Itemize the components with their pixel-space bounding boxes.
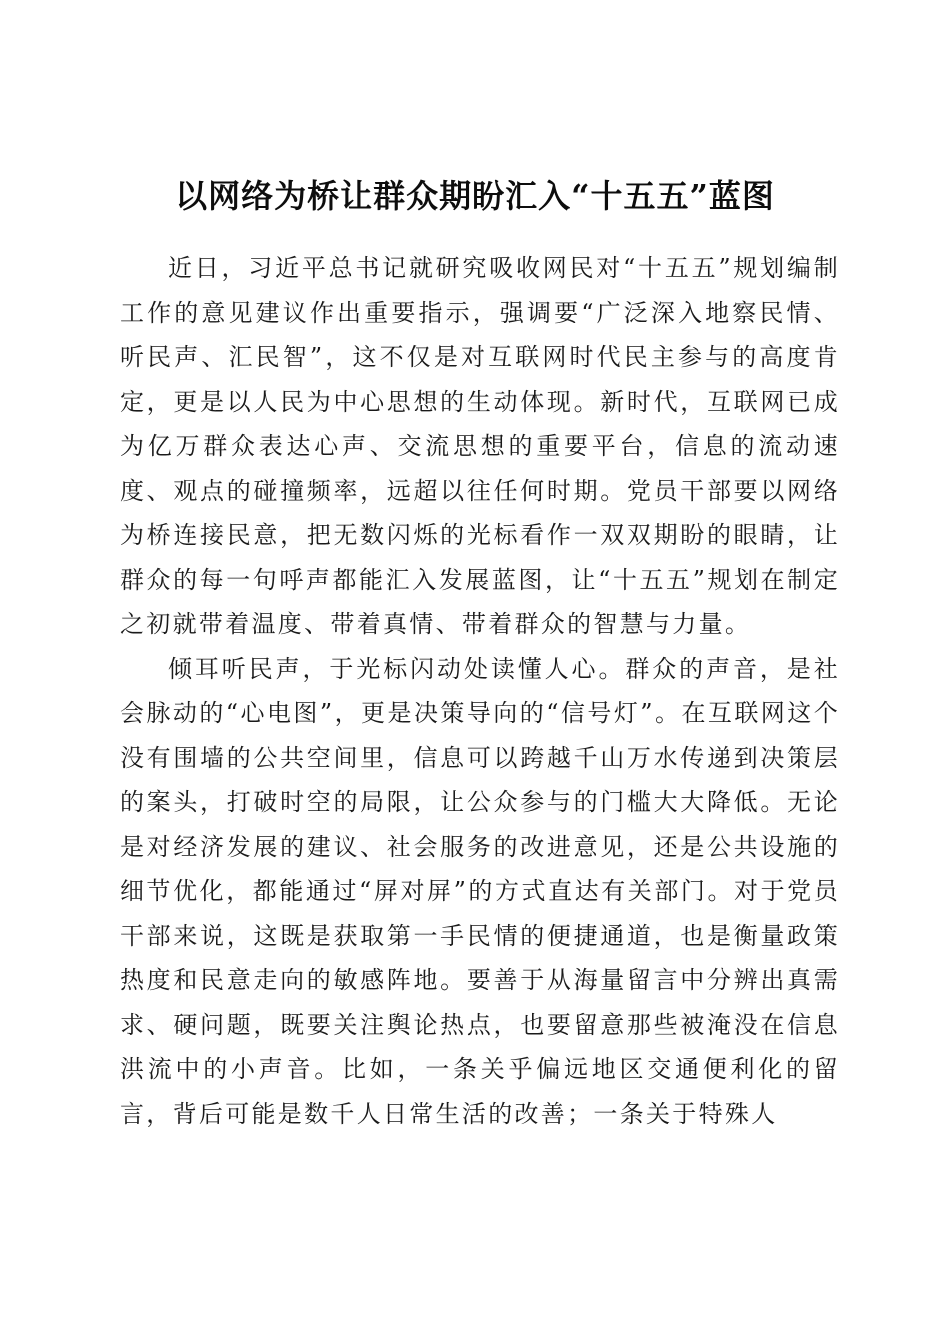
paragraph: 倾耳听民声，于光标闪动处读懂人心。群众的声音，是社会脉动的“心电图”，更是决策导向的“信号灯”。在互联网这个没有围墙的公共空间里，信息可以跨越千山万水传递到决策层的案头，打破时空的局限，让公众参与的门槛大大降低。无论是对经济发展的建议、社会服务的改进意见，还是公共设施的细节优化，都能通过“屏对屏”的方式直达有关部门。对于党员干部来说，这既是获取第一手民情的便捷通道，也是衡量政策热度和民意走向的敏感阵地。要善于从海量留言中分辨出真需求、硬问题，既要关注舆论热点，也要留意那些被淹没在信息洪流中的小声音。比如，一条关乎偏远地区交通便利化的留言，背后可能是数千人日常生活的改善；一条关于特殊人 [120, 654, 840, 1128]
document-title: 以网络为桥让群众期盼汇入“十五五”蓝图 [175, 177, 775, 215]
paragraph: 近日，习近平总书记就研究吸收网民对“十五五”规划编制工作的意见建议作出重要指示，强调要“广泛深入地察民情、听民声、汇民智”，这不仅是对互联网时代民主参与的高度肯定，更是以人民为中心思想的生动体现。新时代，互联网已成为亿万群众表达心声、交流思想的重要平台，信息的流动速度、观点的碰撞频率，远超以往任何时期。党员干部要以网络为桥连接民意，把无数闪烁的光标看作一双双期盼的眼睛，让群众的每一句呼声都能汇入发展蓝图，让“十五五”规划在制定之初就带着温度、带着真情、带着群众的智慧与力量。 [120, 254, 840, 638]
document-body [120, 246, 840, 1136]
